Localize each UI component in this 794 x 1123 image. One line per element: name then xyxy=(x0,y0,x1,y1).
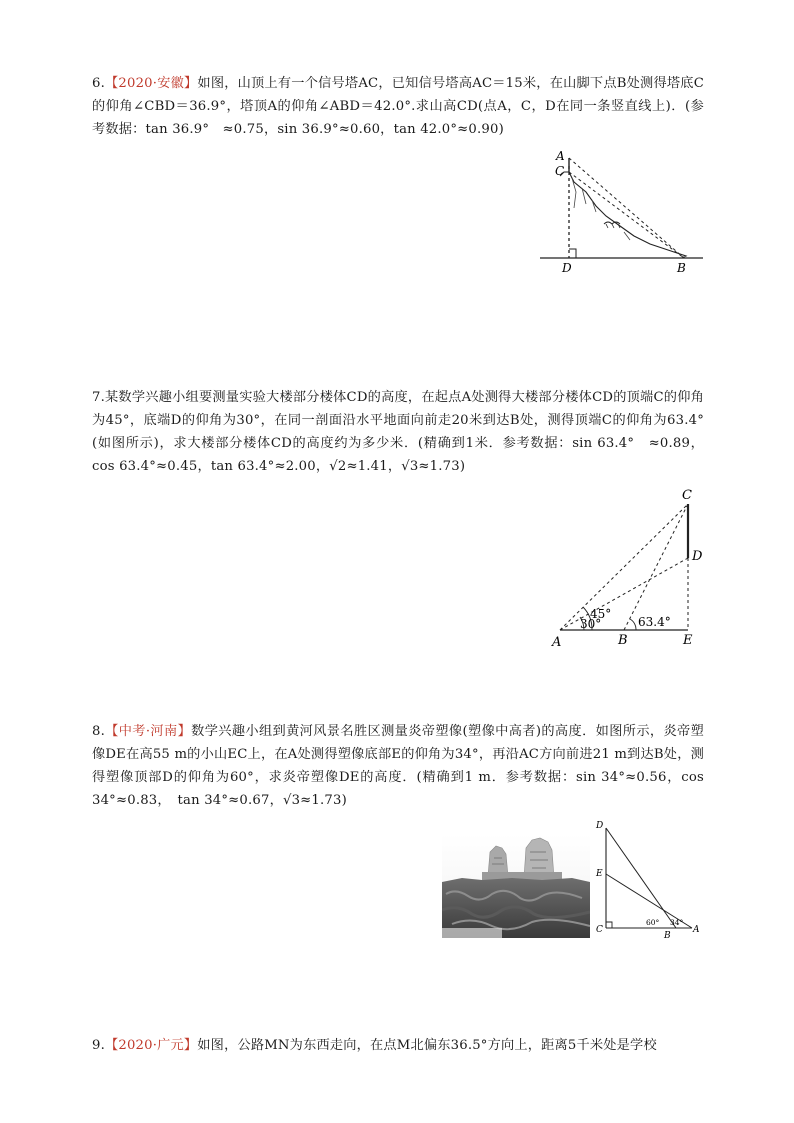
label-C: C xyxy=(596,925,603,935)
label-E: E xyxy=(596,869,603,879)
sight-bc xyxy=(624,504,688,630)
problem-9-source-tag: 【2020·广元】 xyxy=(104,1038,198,1053)
label-D: D xyxy=(562,261,572,275)
sight-line-ab xyxy=(569,158,684,258)
problem-7 xyxy=(92,386,704,478)
label-E: E xyxy=(683,633,693,648)
problem-9 xyxy=(92,1034,704,1057)
problem-8-text xyxy=(92,720,704,812)
label-C: C xyxy=(682,488,692,503)
problem-6-number: 6. xyxy=(92,76,105,91)
problem-7-figure xyxy=(548,484,708,652)
problem-6 xyxy=(92,72,704,141)
line-db xyxy=(606,828,676,928)
label-A: A xyxy=(693,925,700,935)
problem-8-source-tag: 【中考·河南】 xyxy=(104,724,192,739)
problem-8 xyxy=(92,720,704,812)
label-D: D xyxy=(596,821,604,831)
problem-8-number: 8. xyxy=(92,724,105,739)
label-C: C xyxy=(555,164,565,178)
angle-634: 63.4° xyxy=(638,615,671,629)
problem-7-text xyxy=(92,386,704,478)
problem-8-figure xyxy=(592,818,704,942)
problem-7-body: 某数学兴趣小组要测量实验大楼部分楼体CD的高度，在起点A处测得大楼部分楼体CD的顶端C的仰角为45°，底端D的仰角为30°，在同一剖面沿水平地面向前走20米到达B处，测得顶端C的仰角为63.4°(如图所示)，求大楼部分楼体CD的高度约为多少米．(精确到1米．参考数据：sin 63.4° ≈0.89，cos 63.4°≈0.45，tan 63.4°≈2.00，√2≈1.41，√3≈1.73) xyxy=(92,390,704,474)
angle-30: 30° xyxy=(580,617,602,631)
problem-9-number: 9. xyxy=(92,1038,105,1053)
label-B: B xyxy=(618,633,628,648)
arc-634 xyxy=(630,619,636,630)
problem-6-source-tag: 【2020·安徽】 xyxy=(104,76,198,91)
problem-8-body: 数学兴趣小组到黄河风景名胜区测量炎帝塑像(塑像中高者)的高度．如图所示，炎帝塑像DE在高55 m的小山EC上，在A处测得塑像底部E的仰角为34°，再沿AC方向前进21 m到达B处，测得塑像顶部D的仰角为60°，求炎帝塑像DE的高度．(精确到1 m．参考数据：sin 34°≈0.56，cos 34°≈0.83， tan 34°≈0.67，√3≈1.73) xyxy=(92,724,704,808)
label-B: B xyxy=(664,931,671,941)
problem-9-text xyxy=(92,1034,704,1057)
label-A: A xyxy=(552,635,562,650)
angle-60: 60° xyxy=(646,918,660,927)
right-angle-mark xyxy=(606,922,612,928)
problem-6-body: 如图，山顶上有一个信号塔AC，已知信号塔高AC＝15米，在山脚下点B处测得塔底C的仰角∠CBD＝36.9°，塔顶A的仰角∠ABD＝42.0°.求山高CD(点A，C，D在同一条竖直线上)．(参考数据：tan 36.9° ≈0.75，sin 36.9°≈0.60，tan 42.0°≈0.90) xyxy=(92,76,704,137)
label-B: B xyxy=(677,261,686,275)
problem-7-number: 7. xyxy=(92,390,105,405)
angle-45: 45° xyxy=(590,607,612,621)
label-A: A xyxy=(556,149,565,163)
sight-ac xyxy=(560,504,688,630)
angle-34: 34° xyxy=(670,918,684,927)
statue-photo xyxy=(442,834,590,938)
label-D: D xyxy=(692,549,703,564)
problem-9-body: 如图，公路MN为东西走向，在点M北偏东36.5°方向上，距离5千米处是学校 xyxy=(197,1038,657,1053)
problem-6-text xyxy=(92,72,704,141)
problem-6-figure xyxy=(538,148,708,278)
sight-line-cb xyxy=(569,172,684,258)
right-angle-mark xyxy=(569,249,576,258)
